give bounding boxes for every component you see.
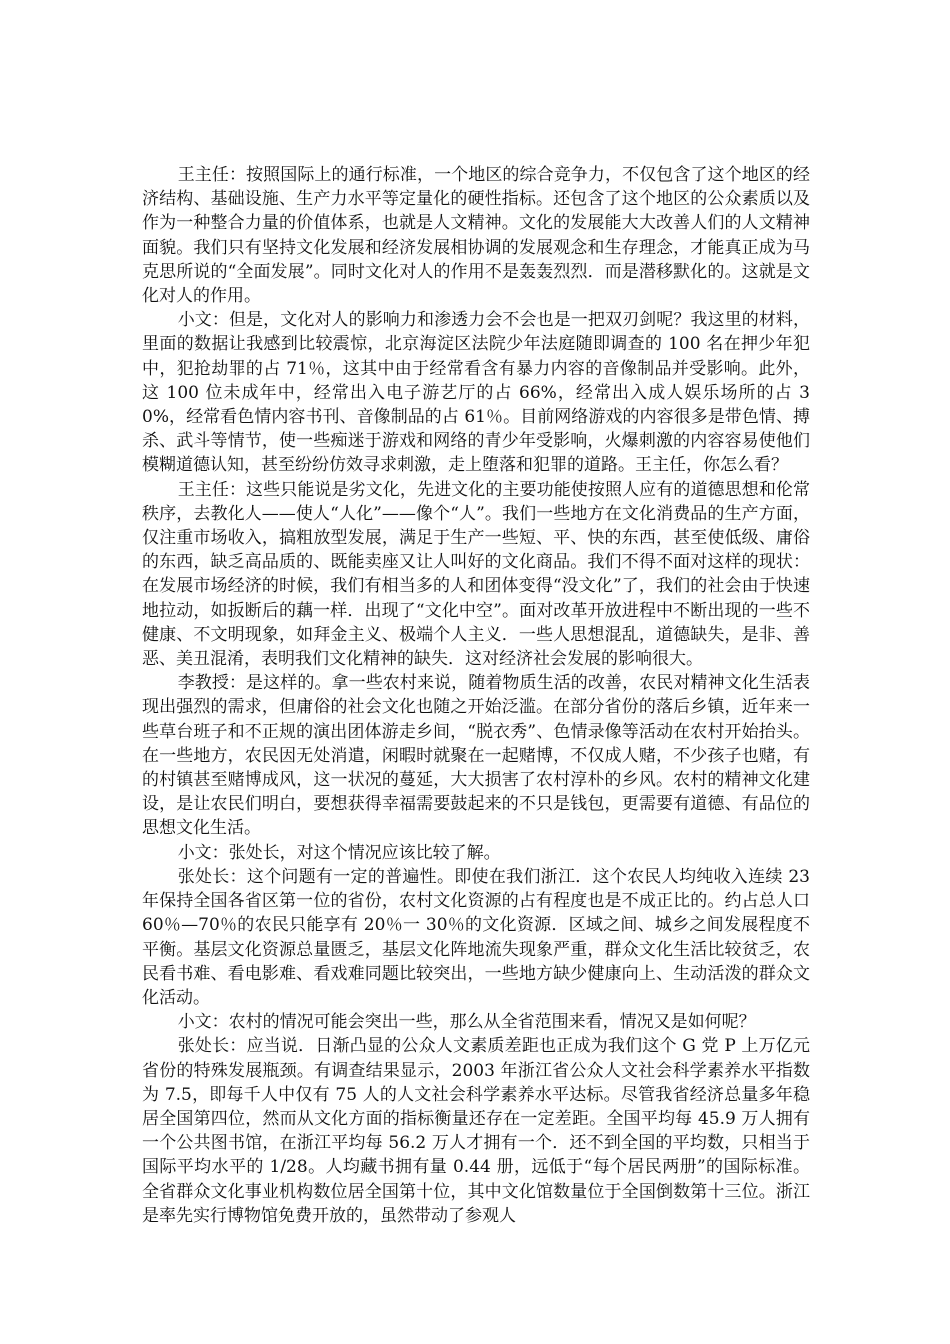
paragraph-xiaowen-1: 小文：但是，文化对人的影响力和渗透力会不会也是一把双刃剑呢？我这里的材料，里面的数据让我感到比较震惊，北京海淀区法院少年法庭随即调查的 100 名在押少年犯中，犯抢劫罪的占 71％，这其中由于经常看含有暴力内容的音像制品并受影响。此外，这 100 位未成年中，经常出入电子游艺厅的占 66%，经常出入成人娱乐场所的占 30%，经常看色情内容书刊、音像制品的占 61％。目前网络游戏的内容很多是带色情、搏杀、武斗等情节，使一些痴迷于游戏和网络的青少年受影响，火爆刺激的内容容易使他们模糊道德认知，甚至纷纷仿效寻求刺激，走上堕落和犯罪的道路。王主任，你怎么看？ bbox=[142, 310, 810, 476]
paragraph-xiaowen-3: 小文：农村的情况可能会突出一些，那么从全省范围来看，情况又是如何呢？ bbox=[177, 1012, 756, 1033]
paragraph-professor-li: 李教授：是这样的。拿一些农村来说，随着物质生活的改善，农民对精神文化生活表现出强烈的需求，但庸俗的社会文化也随之开始泛滥。在部分省份的落后乡镇，近年来一些草台班子和不正规的演出团体游走乡间，“脱衣秀”、色情录像等活动在农村开始抬头。在一些地方，农民因无处消遣，闲暇时就聚在一起赌博，不仅成人赌，不少孩子也赌，有的村镇甚至赌博成风，这一状况的蔓延，大大损害了农村淳朴的乡风。农村的精神文化建设，是让农民们明白，要想获得幸福需要鼓起来的不只是钱包，更需要有道德、有品位的思想文化生活。 bbox=[142, 673, 810, 839]
paragraph-director-zhang-1: 张处长：这个问题有一定的普遍性。即使在我们浙江．这个农民人均纯收入连续 23 年保持全国各省区第一位的省份，农村文化资源的占有程度也是不成正比的。约占总人口 60％—70％的农民只能享有 20％一 30％的文化资源．区域之间、城乡之间发展程度不平衡。基层文化资源总量匮乏，基层文化阵地流失现象严重，群众文化生活比较贫乏，农民看书难、看电影难、看戏难同题比较突出，一些地方缺少健康向上、生动活泼的群众文化活动。 bbox=[142, 866, 810, 1008]
paragraph-xiaowen-2: 小文：张处长，对这个情况应该比较了解。 bbox=[177, 842, 501, 863]
paragraph-wang-director-1: 王主任：按照国际上的通行标准，一个地区的综合竞争力，不仅包含了这个地区的经济结构、基础设施、生产力水平等定量化的硬性指标。还包含了这个地区的公众素质以及作为一种整合力量的价值体系，也就是人文精神。文化的发展能大大改善人们的人文精神面貌。我们只有坚持文化发展和经济发展相协调的发展观念和生存理念，才能真正成为马克思所说的“全面发展”。同时文化对人的作用不是轰轰烈烈．而是潜移默化的。这就是文化对人的作用。 bbox=[142, 165, 810, 307]
paragraph-wang-director-2: 王主任：这些只能说是劣文化，先进文化的主要功能使按照人应有的道德思想和伦常秩序，去教化人——使人“人化”——像个“人”。我们一些地方在文化消费品的生产方面，仅注重市场收入，搞粗放型发展，满足于生产一些短、平、快的东西，甚至使低级、庸俗的东西，缺乏高品质的、既能卖座又让人叫好的文化商品。我们不得不面对这样的现状：在发展市场经济的时候，我们有相当多的人和团体变得“没文化”了，我们的社会由于快速地拉动，如扳断后的藕一样．出现了“文化中空”。面对改革开放进程中不断出现的一些不健康、不文明现象，如拜金主义、极端个人主义．一些人思想混乱，道德缺失，是非、善恶、美丑混淆，表明我们文化精神的缺失．这对经济社会发展的影响很大。 bbox=[142, 479, 810, 670]
paragraph-director-zhang-2: 张处长：应当说．日渐凸显的公众人文素质差距也正成为我们这个 G 党 P 上万亿元省份的特殊发展瓶颈。有调查结果显示，2003 年浙江省公众人文社会科学素养水平指数为 7.5，即每千人中仅有 75 人的人文社会科学素养水平达标。尽管我省经济总量多年稳居全国第四位，然而从文化方面的指标衡量还存在一定差距。全国平均每 45.9 万人拥有一个公共图书馆，在浙江平均每 56.2 万人才拥有一个．还不到全国的平均数，只相当于国际平均水平的 1/28。人均藏书拥有量 0.44 册，远低于“每个居民两册”的国际标准。全省群众文化事业机构数位居全国第十位，其中文化馆数量位于全国倒数第十三位。浙江是率先实行博物馆免费开放的，虽然带动了参观人 bbox=[142, 1036, 810, 1226]
document-body bbox=[142, 163, 810, 1228]
